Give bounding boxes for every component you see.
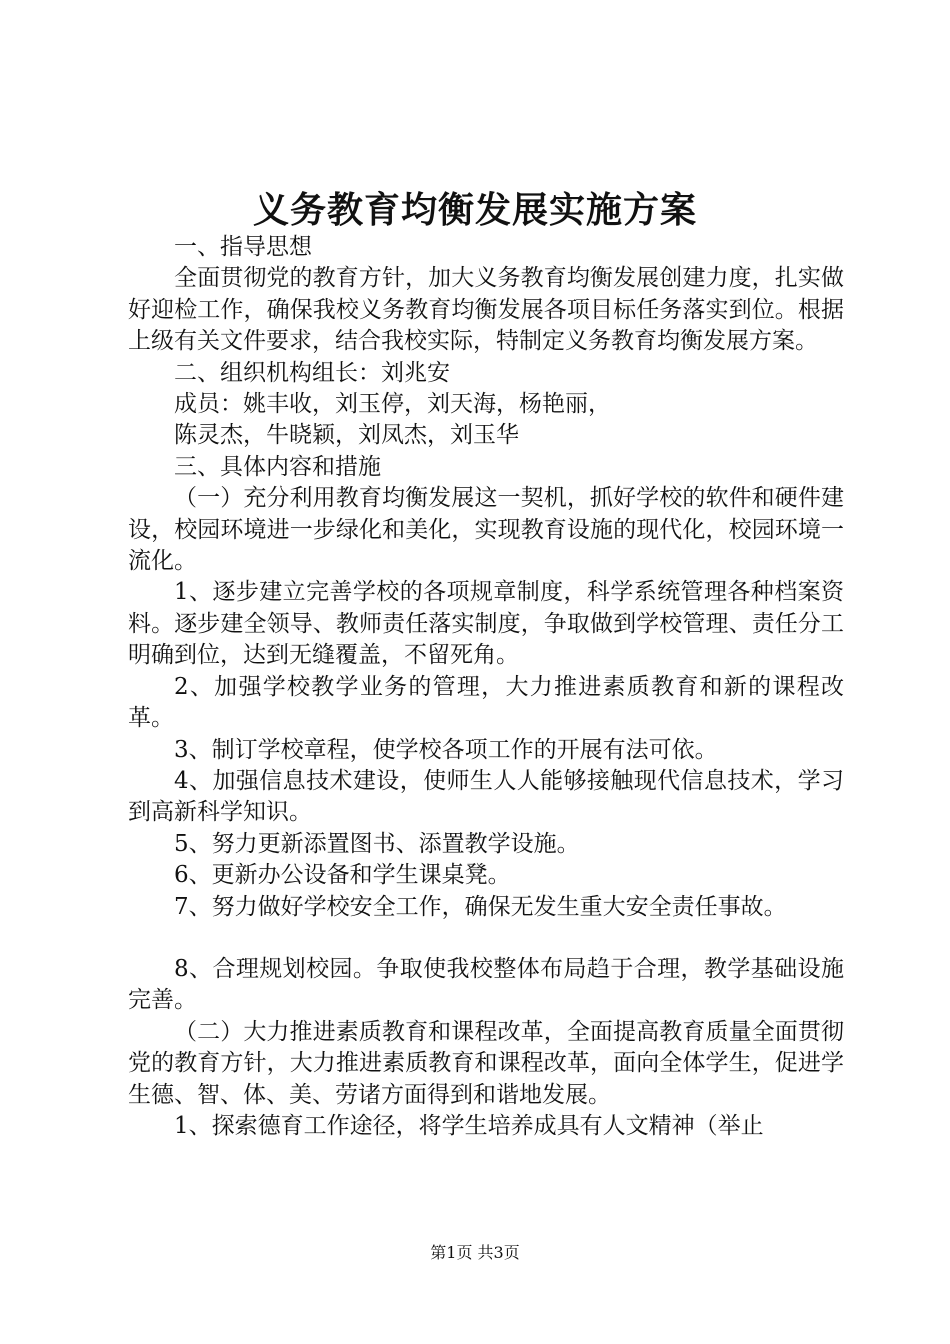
- paragraph: 5、努力更新添置图书、添置教学设施。: [174, 830, 580, 857]
- section-heading: 三、具体内容和措施: [174, 453, 381, 480]
- paragraph: 8、合理规划校园。争取使我校整体布局趋于合理，教学基础设施完善。: [128, 955, 844, 1014]
- document-title: 义务教育均衡发展实施方案: [252, 189, 697, 231]
- paragraph: 2、加强学校教学业务的管理，大力推进素质教育和新的课程改革。: [128, 673, 844, 732]
- section-heading: 一、指导思想: [174, 234, 312, 260]
- paragraph: （一）充分利用教育均衡发展这一契机，抓好学校的软件和硬件建设，校园环境进一步绿化和美化，实现教育设施的现代化，校园环境一流化。: [128, 485, 844, 575]
- section-heading: 二、组织机构组长：刘兆安: [174, 359, 450, 386]
- paragraph: 3、制订学校章程，使学校各项工作的开展有法可依。: [174, 736, 718, 763]
- page-footer: 第1页 共3页: [430, 1243, 520, 1262]
- document-body: [128, 232, 844, 1142]
- paragraph: 陈灵杰，牛晓颖，刘凤杰，刘玉华: [174, 422, 519, 449]
- paragraph: 6、更新办公设备和学生课桌凳。: [174, 862, 511, 889]
- paragraph: （二）大力推进素质教育和课程改革，全面提高教育质量全面贯彻党的教育方针，大力推进素质教育和课程改革，面向全体学生，促进学生德、智、体、美、劳诸方面得到和谐地发展。: [128, 1018, 844, 1108]
- paragraph: 4、加强信息技术建设，使师生人人能够接触现代信息技术，学习到高新科学知识。: [128, 767, 844, 826]
- paragraph: 7、努力做好学校安全工作，确保无发生重大安全责任事故。: [174, 893, 787, 920]
- paragraph: 1、逐步建立完善学校的各项规章制度，科学系统管理各种档案资料。逐步建全领导、教师责任落实制度，争取做到学校管理、责任分工明确到位，达到无缝覆盖，不留死角。: [128, 579, 844, 669]
- paragraph: 1、探索德育工作途径，将学生培养成具有人文精神（举止: [174, 1112, 764, 1139]
- paragraph: 成员：姚丰收，刘玉停，刘天海，杨艳丽，: [174, 391, 611, 418]
- paragraph: 全面贯彻党的教育方针，加大义务教育均衡发展创建力度，扎实做好迎检工作，确保我校义务教育均衡发展各项目标任务落实到位。根据上级有关文件要求，结合我校实际，特制定义务教育均衡发展方案。: [128, 265, 844, 355]
